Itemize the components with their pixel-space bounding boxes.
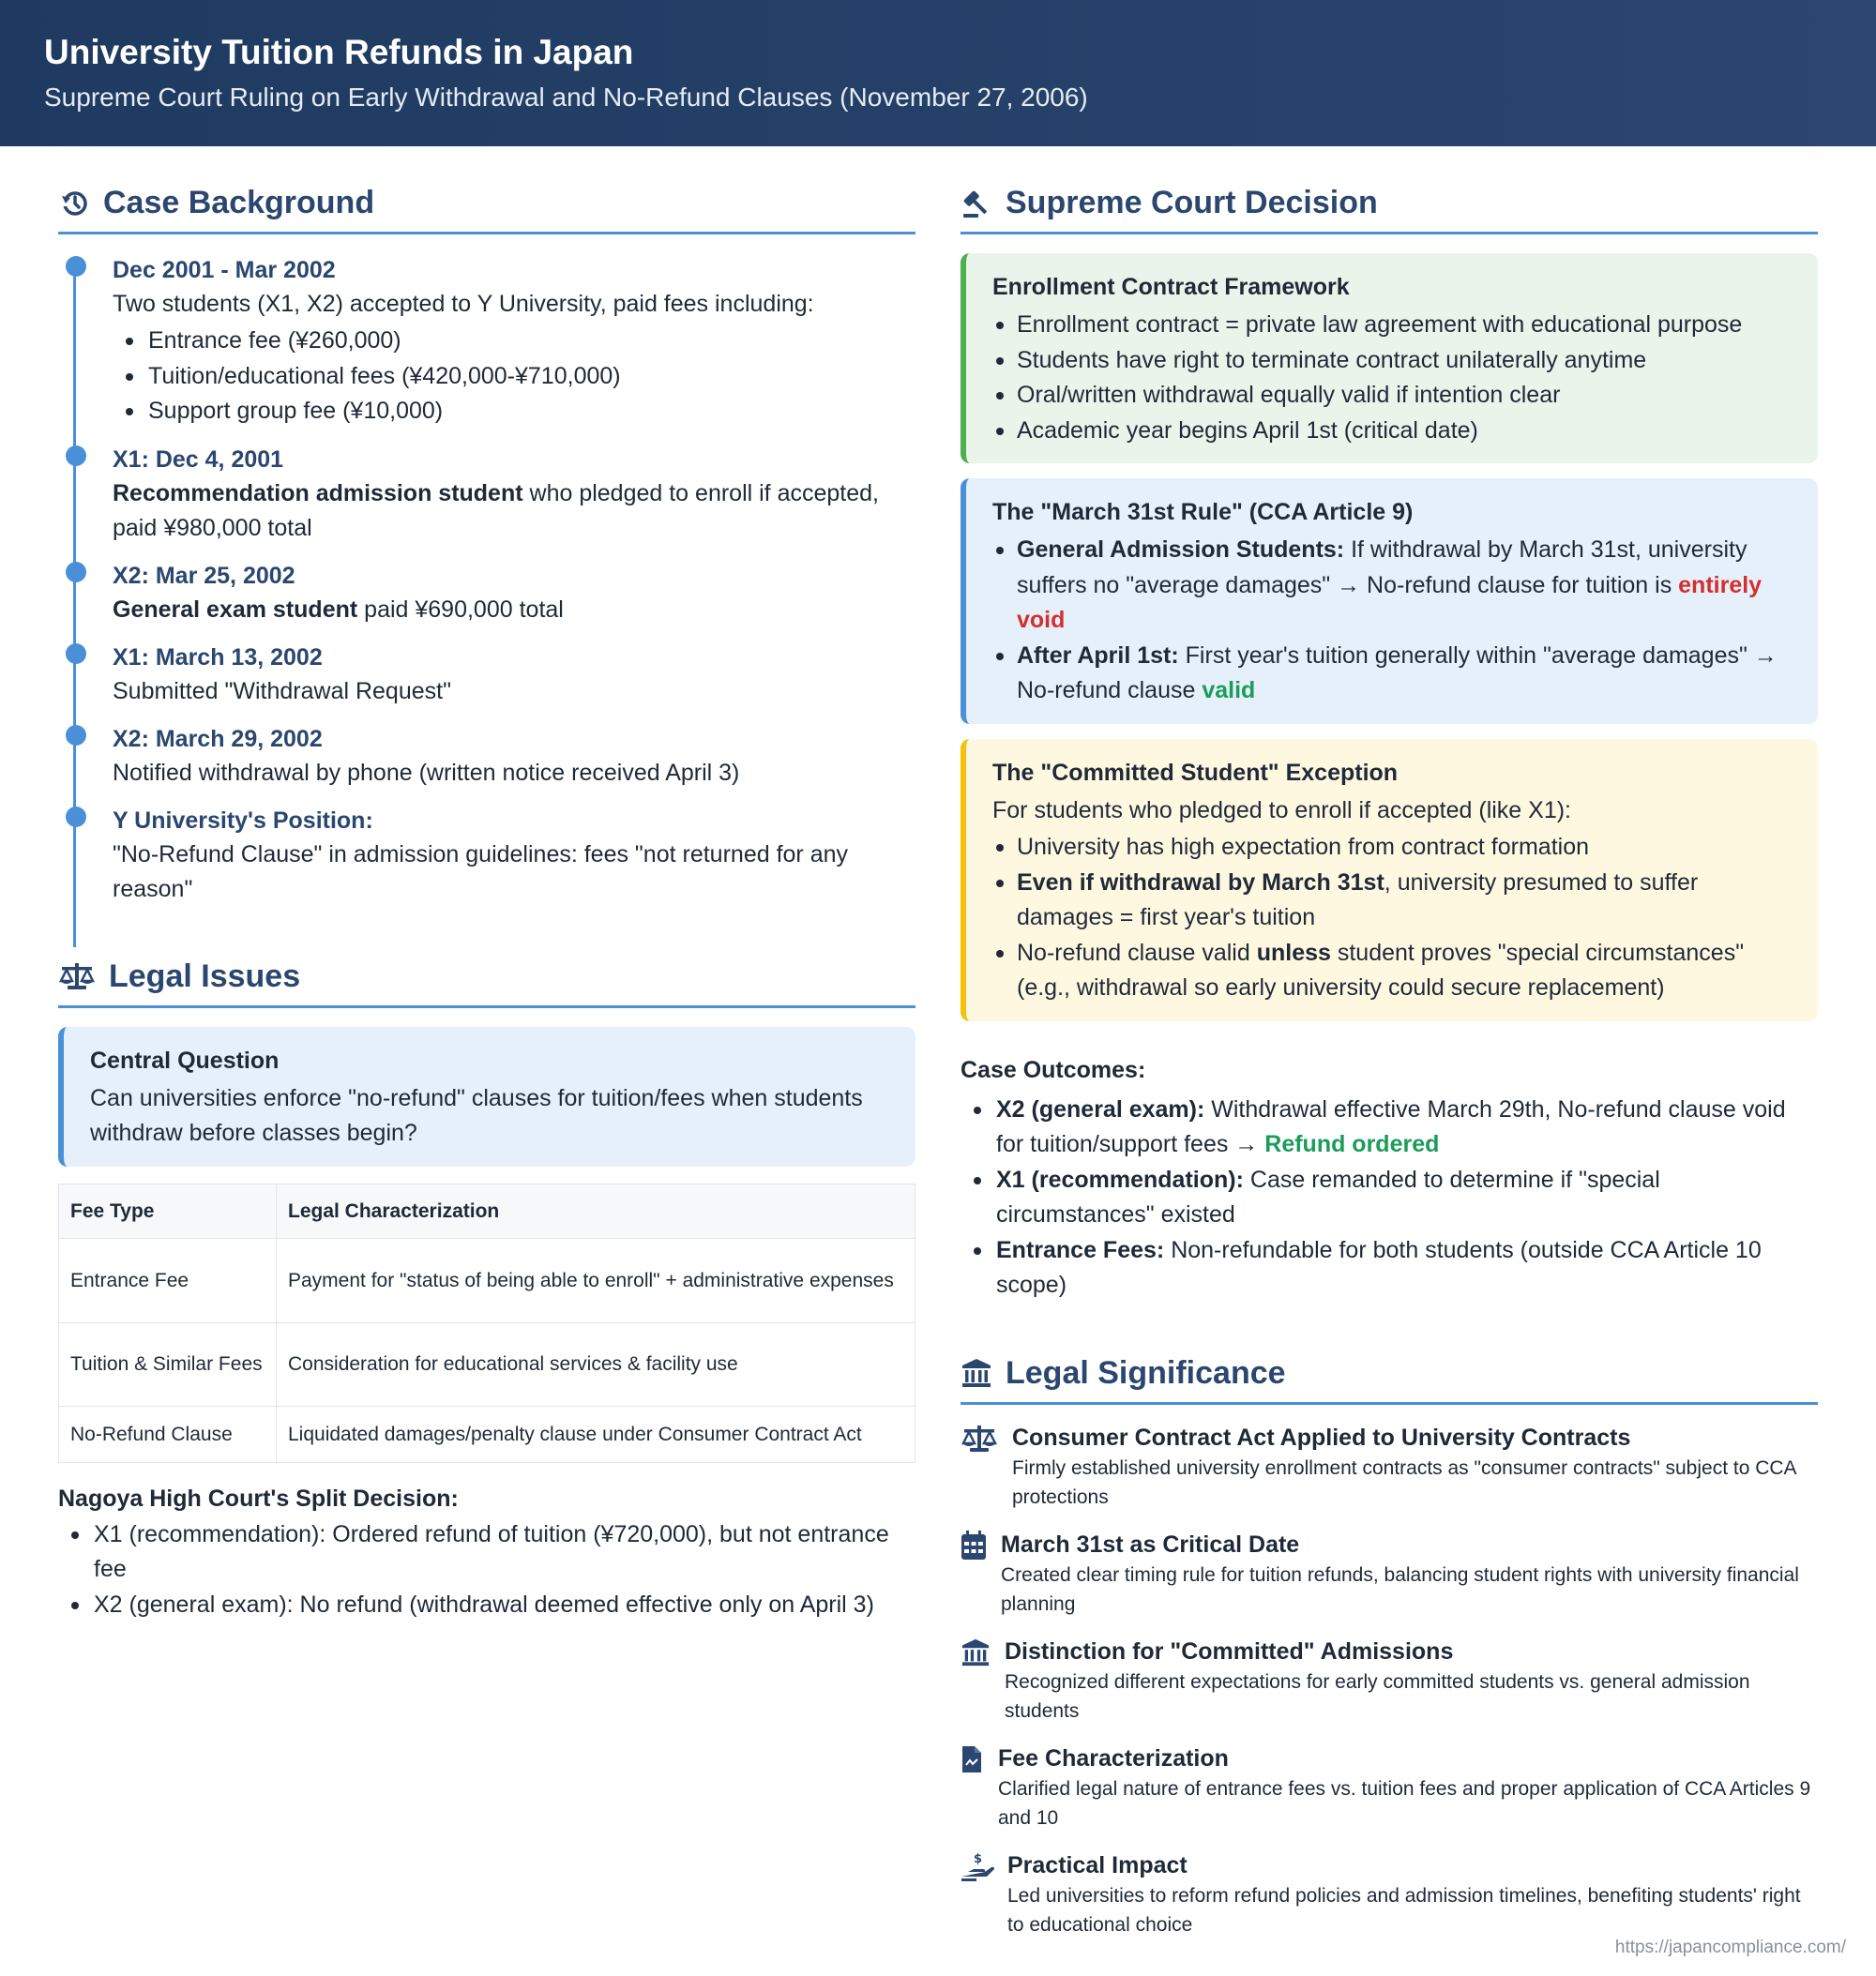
significance-title: Practical Impact <box>1007 1851 1188 1878</box>
refund-ordered-highlight: Refund ordered <box>1264 1131 1440 1157</box>
list-item: X2 (general exam): No refund (withdrawal deemed effective only on April 3) <box>58 1588 915 1623</box>
significance-item <box>961 1422 1818 1512</box>
significance-title: Distinction for "Committed" Admissions <box>1005 1637 1454 1665</box>
timeline-dot <box>66 807 86 827</box>
invoice-icon <box>961 1742 998 1833</box>
timeline-date: Dec 2001 - Mar 2002 <box>113 257 336 283</box>
list-item: X1 (recommendation): Ordered refund of tuition (¥720,000), but not entrance fee <box>58 1517 915 1588</box>
list-item: X2 (general exam): Withdrawal effective March 29th, No-refund clause void for tuition/support fees → Refund ordered <box>961 1093 1818 1163</box>
timeline-item <box>113 722 915 791</box>
gavel-icon <box>961 188 992 219</box>
significance-text: Clarified legal nature of entrance fees vs. tuition fees and proper application of CCA Articles 9 and 10 <box>998 1777 1811 1829</box>
timeline-item <box>113 641 915 709</box>
legal-issues-heading: Legal Issues <box>58 920 915 1008</box>
void-highlight: entirely void <box>1017 571 1763 633</box>
timeline-text: Submitted "Withdrawal Request" <box>113 677 451 704</box>
supreme-court-decision-heading: Supreme Court Decision <box>961 146 1818 234</box>
significance-title: Fee Characterization <box>998 1744 1229 1772</box>
history-icon <box>58 188 90 219</box>
significance-title: Consumer Contract Act Applied to University Contracts <box>1012 1424 1631 1451</box>
left-column <box>58 146 915 1622</box>
table-row <box>59 1238 915 1322</box>
table-cell: Liquidated damages/penalty clause under Consumer Contract Act <box>277 1406 915 1462</box>
table-row <box>59 1406 915 1462</box>
timeline-text: "No-Refund Clause" in admission guidelines: fees "not returned for any reason" <box>113 840 848 902</box>
footer-url: https://japancompliance.com/ <box>1614 1938 1846 1957</box>
timeline-item <box>113 443 915 546</box>
timeline-item <box>113 804 915 907</box>
significance-item <box>961 1849 1818 1939</box>
legal-significance-heading: Legal Significance <box>961 1317 1818 1405</box>
svg-text:$: $ <box>974 1851 983 1866</box>
significance-list <box>961 1422 1818 1939</box>
scales-icon <box>58 960 96 992</box>
list-item: Entrance Fees: Non-refundable for both students (outside CCA Article 10 scope) <box>961 1233 1818 1304</box>
framework-list <box>992 308 1799 448</box>
table-header-row <box>59 1184 915 1238</box>
timeline-dot <box>66 256 86 277</box>
table-cell: No-Refund Clause <box>59 1406 277 1462</box>
table-cell: Consideration for educational services & facility use <box>277 1322 915 1406</box>
timeline-line <box>73 264 76 947</box>
march-rule-list <box>992 533 1799 709</box>
table-cell: Tuition & Similar Fees <box>59 1322 277 1406</box>
right-column <box>961 146 1818 1939</box>
list-item: Enrollment contract = private law agreement with educational purpose <box>992 308 1799 343</box>
significance-text: Led universities to reform refund policies and admission timelines, benefiting students' right to educational choice <box>1007 1884 1801 1936</box>
outcomes-title: Case Outcomes: <box>961 1056 1146 1083</box>
list-item: Entrance fee (¥260,000) <box>113 324 915 359</box>
university-icon <box>961 1636 1005 1726</box>
landmark-icon <box>961 1357 992 1389</box>
timeline-item <box>113 253 915 430</box>
significance-title: March 31st as Critical Date <box>1001 1531 1300 1558</box>
timeline-date: X1: March 13, 2002 <box>113 643 323 671</box>
list-item: Even if withdrawal by March 31st, university presumed to suffer damages = first year's tuition <box>992 866 1799 936</box>
significance-text: Recognized different expectations for early committed students vs. general admission students <box>1005 1670 1750 1722</box>
list-item: Oral/written withdrawal equally valid if intention clear <box>992 378 1799 414</box>
table-cell: Payment for "status of being able to enroll" + administrative expenses <box>277 1238 915 1322</box>
timeline-dot <box>66 445 86 466</box>
list-item: No-refund clause valid unless student proves "special circumstances" (e.g., withdrawal so early university could secure replacement) <box>992 936 1799 1006</box>
timeline-date: X1: Dec 4, 2001 <box>113 445 284 473</box>
framework-title: Enrollment Contract Framework <box>992 274 1350 300</box>
timeline-dot <box>66 643 86 664</box>
timeline-item <box>113 559 915 627</box>
committed-intro: For students who pledged to enroll if accepted (like X1): <box>992 796 1572 823</box>
committed-student-box <box>961 739 1818 1021</box>
timeline-dot <box>66 562 86 582</box>
page-header <box>0 0 1876 146</box>
list-item: Academic year begins April 1st (critical date) <box>992 414 1799 449</box>
list-item: Tuition/educational fees (¥420,000-¥710,000) <box>113 359 915 395</box>
march-31-rule-box <box>961 478 1818 724</box>
scales-icon <box>961 1422 1012 1512</box>
timeline-date: X2: Mar 25, 2002 <box>113 562 295 589</box>
timeline-text: Two students (X1, X2) accepted to Y University, paid fees including: <box>113 291 814 317</box>
significance-text: Firmly established university enrollment contracts as "consumer contracts" subject to CCA protections <box>1012 1456 1796 1508</box>
case-timeline <box>58 253 915 907</box>
hand-dollar-icon <box>961 1849 1007 1939</box>
list-item: Students have right to terminate contract unilaterally anytime <box>992 343 1799 379</box>
split-decision-title: Nagoya High Court's Split Decision: <box>58 1485 459 1512</box>
list-item: Support group fee (¥10,000) <box>113 394 915 430</box>
enrollment-framework-box <box>961 253 1818 463</box>
timeline-dot <box>66 725 86 746</box>
table-row <box>59 1322 915 1406</box>
timeline-text: Notified withdrawal by phone (written notice received April 3) <box>113 759 740 786</box>
significance-item <box>961 1742 1818 1833</box>
fee-list <box>113 324 915 430</box>
case-outcomes <box>961 1053 1818 1304</box>
list-item: X1 (recommendation): Case remanded to determine if "special circumstances" existed <box>961 1163 1818 1233</box>
timeline-date: Y University's Position: <box>113 807 373 834</box>
table-header: Legal Characterization <box>277 1184 915 1238</box>
significance-item <box>961 1529 1818 1619</box>
committed-title: The "Committed Student" Exception <box>992 759 1399 786</box>
fee-characterization-table <box>58 1184 915 1463</box>
march-rule-title: The "March 31st Rule" (CCA Article 9) <box>992 499 1414 525</box>
significance-item <box>961 1636 1818 1726</box>
list-item: University has high expectation from contract formation <box>992 830 1799 866</box>
list-item: General Admission Students: If withdrawal by March 31st, university suffers no "average damages" → No-refund clause for tuition is entirely void <box>992 533 1799 639</box>
central-question-text: Can universities enforce "no-refund" clauses for tuition/fees when students withdraw before classes begin? <box>90 1084 863 1146</box>
committed-list <box>992 830 1799 1006</box>
split-decision-list <box>58 1517 915 1623</box>
table-header: Fee Type <box>59 1184 277 1238</box>
central-question-box <box>58 1027 915 1167</box>
table-cell: Entrance Fee <box>59 1238 277 1322</box>
valid-highlight: valid <box>1202 677 1256 703</box>
timeline-text: Recommendation admission student who pledged to enroll if accepted, paid ¥980,000 total <box>113 479 879 541</box>
significance-text: Created clear timing rule for tuition refunds, balancing student rights with university financial planning <box>1001 1563 1799 1615</box>
timeline-text: General exam student paid ¥690,000 total <box>113 596 564 623</box>
outcomes-list <box>961 1093 1818 1304</box>
list-item: After April 1st: First year's tuition generally within "average damages" → No-refund clause valid <box>992 639 1799 709</box>
calendar-icon <box>961 1529 1001 1619</box>
page-subtitle: Supreme Court Ruling on Early Withdrawal and No-Refund Clauses (November 27, 2006) <box>44 83 1088 112</box>
page-title: University Tuition Refunds in Japan <box>44 33 634 71</box>
case-background-heading: Case Background <box>58 146 915 234</box>
central-question-title: Central Question <box>90 1047 280 1074</box>
timeline-date: X2: March 29, 2002 <box>113 725 323 752</box>
